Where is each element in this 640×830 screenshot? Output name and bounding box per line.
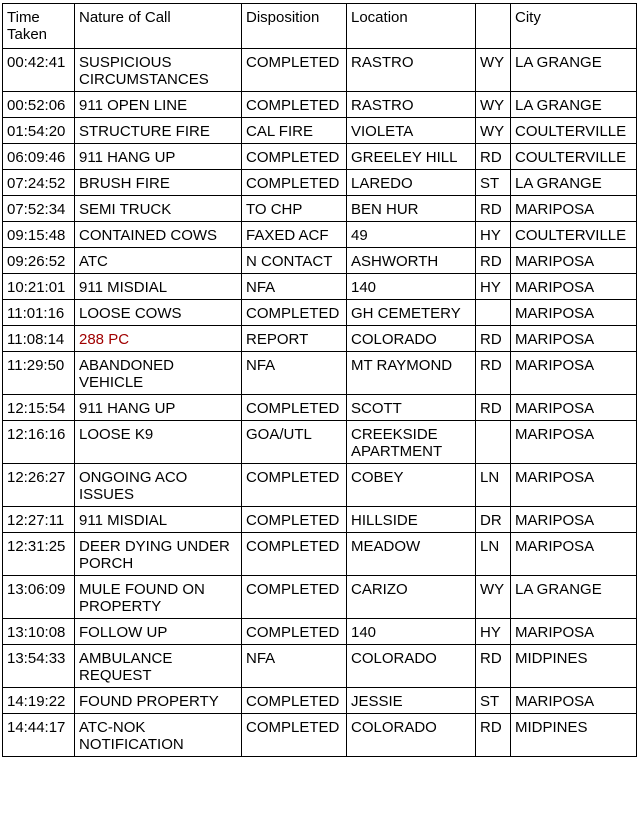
- cell-time: 09:26:52: [3, 248, 75, 274]
- cell-nature-of-call: ATC: [75, 248, 242, 274]
- call-log-table: [2, 3, 637, 757]
- cell-suffix: ST: [476, 688, 511, 714]
- cell-time: 12:31:25: [3, 533, 75, 576]
- table-row: [3, 248, 637, 274]
- cell-nature-of-call: MULE FOUND ON PROPERTY: [75, 576, 242, 619]
- header-time-taken: Time Taken: [3, 4, 75, 49]
- cell-suffix: [476, 300, 511, 326]
- cell-time: 14:44:17: [3, 714, 75, 757]
- cell-city: MARIPOSA: [511, 507, 637, 533]
- table-row: [3, 395, 637, 421]
- header-nature-of-call: Nature of Call: [75, 4, 242, 49]
- cell-city: COULTERVILLE: [511, 144, 637, 170]
- cell-suffix: DR: [476, 507, 511, 533]
- cell-location: 140: [347, 619, 476, 645]
- cell-city: MARIPOSA: [511, 248, 637, 274]
- cell-suffix: RD: [476, 248, 511, 274]
- cell-suffix: RD: [476, 714, 511, 757]
- cell-nature-of-call: CONTAINED COWS: [75, 222, 242, 248]
- cell-suffix: LN: [476, 533, 511, 576]
- cell-time: 06:09:46: [3, 144, 75, 170]
- cell-disposition: GOA/UTL: [242, 421, 347, 464]
- cell-time: 12:15:54: [3, 395, 75, 421]
- cell-disposition: NFA: [242, 645, 347, 688]
- cell-time: 13:10:08: [3, 619, 75, 645]
- table-row: [3, 352, 637, 395]
- table-row: [3, 92, 637, 118]
- table-row: [3, 300, 637, 326]
- cell-suffix: RD: [476, 395, 511, 421]
- cell-time: 09:15:48: [3, 222, 75, 248]
- table-row: [3, 464, 637, 507]
- cell-suffix: RD: [476, 645, 511, 688]
- cell-city: LA GRANGE: [511, 576, 637, 619]
- cell-suffix: WY: [476, 118, 511, 144]
- cell-suffix: LN: [476, 464, 511, 507]
- cell-disposition: N CONTACT: [242, 248, 347, 274]
- cell-suffix: RD: [476, 352, 511, 395]
- cell-nature-of-call: 911 OPEN LINE: [75, 92, 242, 118]
- cell-disposition: COMPLETED: [242, 144, 347, 170]
- cell-time: 12:27:11: [3, 507, 75, 533]
- cell-disposition: COMPLETED: [242, 688, 347, 714]
- table-row: [3, 576, 637, 619]
- cell-location: MEADOW: [347, 533, 476, 576]
- cell-disposition: COMPLETED: [242, 714, 347, 757]
- cell-city: COULTERVILLE: [511, 222, 637, 248]
- cell-disposition: COMPLETED: [242, 92, 347, 118]
- cell-time: 07:24:52: [3, 170, 75, 196]
- cell-location: LAREDO: [347, 170, 476, 196]
- table-row: [3, 118, 637, 144]
- header-location: Location: [347, 4, 476, 49]
- cell-suffix: RD: [476, 326, 511, 352]
- cell-nature-of-call: FOLLOW UP: [75, 619, 242, 645]
- cell-location: 49: [347, 222, 476, 248]
- header-city: City: [511, 4, 637, 49]
- cell-location: CARIZO: [347, 576, 476, 619]
- cell-city: MARIPOSA: [511, 395, 637, 421]
- cell-city: LA GRANGE: [511, 49, 637, 92]
- cell-suffix: WY: [476, 49, 511, 92]
- cell-location: COLORADO: [347, 645, 476, 688]
- cell-disposition: COMPLETED: [242, 464, 347, 507]
- cell-nature-of-call: FOUND PROPERTY: [75, 688, 242, 714]
- cell-location: JESSIE: [347, 688, 476, 714]
- cell-suffix: RD: [476, 144, 511, 170]
- cell-location: GREELEY HILL: [347, 144, 476, 170]
- cell-disposition: NFA: [242, 352, 347, 395]
- cell-city: MARIPOSA: [511, 196, 637, 222]
- cell-location: RASTRO: [347, 49, 476, 92]
- cell-suffix: ST: [476, 170, 511, 196]
- table-row: [3, 222, 637, 248]
- cell-suffix: HY: [476, 274, 511, 300]
- cell-time: 12:16:16: [3, 421, 75, 464]
- cell-nature-of-call: 911 MISDIAL: [75, 274, 242, 300]
- table-row: [3, 49, 637, 92]
- cell-suffix: [476, 421, 511, 464]
- cell-nature-of-call: 911 HANG UP: [75, 395, 242, 421]
- table-row: [3, 619, 637, 645]
- cell-city: LA GRANGE: [511, 92, 637, 118]
- cell-disposition: COMPLETED: [242, 619, 347, 645]
- cell-time: 10:21:01: [3, 274, 75, 300]
- table-row: [3, 170, 637, 196]
- cell-time: 07:52:34: [3, 196, 75, 222]
- cell-nature-of-call: ABANDONED VEHICLE: [75, 352, 242, 395]
- cell-time: 00:42:41: [3, 49, 75, 92]
- cell-nature-of-call: 911 MISDIAL: [75, 507, 242, 533]
- cell-location: GH CEMETERY: [347, 300, 476, 326]
- table-row: [3, 144, 637, 170]
- cell-disposition: COMPLETED: [242, 49, 347, 92]
- cell-disposition: REPORT: [242, 326, 347, 352]
- cell-location: RASTRO: [347, 92, 476, 118]
- cell-city: MARIPOSA: [511, 533, 637, 576]
- cell-location: MT RAYMOND: [347, 352, 476, 395]
- cell-disposition: COMPLETED: [242, 300, 347, 326]
- cell-location: VIOLETA: [347, 118, 476, 144]
- cell-disposition: COMPLETED: [242, 170, 347, 196]
- header-suffix: [476, 4, 511, 49]
- cell-suffix: HY: [476, 619, 511, 645]
- cell-disposition: TO CHP: [242, 196, 347, 222]
- cell-nature-of-call: AMBULANCE REQUEST: [75, 645, 242, 688]
- cell-city: MIDPINES: [511, 645, 637, 688]
- cell-suffix: WY: [476, 576, 511, 619]
- table-row: [3, 274, 637, 300]
- cell-location: COLORADO: [347, 326, 476, 352]
- cell-nature-of-call: 911 HANG UP: [75, 144, 242, 170]
- cell-location: CREEKSIDE APARTMENT: [347, 421, 476, 464]
- cell-location: SCOTT: [347, 395, 476, 421]
- cell-city: COULTERVILLE: [511, 118, 637, 144]
- table-row: [3, 533, 637, 576]
- cell-disposition: FAXED ACF: [242, 222, 347, 248]
- cell-disposition: COMPLETED: [242, 576, 347, 619]
- cell-city: MARIPOSA: [511, 464, 637, 507]
- cell-time: 11:29:50: [3, 352, 75, 395]
- table-row: [3, 326, 637, 352]
- cell-time: 12:26:27: [3, 464, 75, 507]
- cell-time: 00:52:06: [3, 92, 75, 118]
- table-row: [3, 507, 637, 533]
- cell-city: MIDPINES: [511, 714, 637, 757]
- header-row: [3, 4, 637, 49]
- cell-city: MARIPOSA: [511, 352, 637, 395]
- cell-nature-of-call: SEMI TRUCK: [75, 196, 242, 222]
- table-row: [3, 688, 637, 714]
- cell-nature-of-call: 288 PC: [75, 326, 242, 352]
- cell-city: MARIPOSA: [511, 326, 637, 352]
- table-row: [3, 645, 637, 688]
- cell-nature-of-call: STRUCTURE FIRE: [75, 118, 242, 144]
- cell-disposition: CAL FIRE: [242, 118, 347, 144]
- header-disposition: Disposition: [242, 4, 347, 49]
- cell-city: MARIPOSA: [511, 619, 637, 645]
- cell-location: COLORADO: [347, 714, 476, 757]
- cell-nature-of-call: DEER DYING UNDER PORCH: [75, 533, 242, 576]
- cell-time: 11:01:16: [3, 300, 75, 326]
- cell-time: 11:08:14: [3, 326, 75, 352]
- cell-nature-of-call: ONGOING ACO ISSUES: [75, 464, 242, 507]
- cell-suffix: HY: [476, 222, 511, 248]
- cell-nature-of-call: LOOSE COWS: [75, 300, 242, 326]
- table-row: [3, 714, 637, 757]
- cell-time: 13:06:09: [3, 576, 75, 619]
- cell-disposition: COMPLETED: [242, 395, 347, 421]
- cell-location: COBEY: [347, 464, 476, 507]
- cell-time: 01:54:20: [3, 118, 75, 144]
- cell-location: HILLSIDE: [347, 507, 476, 533]
- cell-suffix: RD: [476, 196, 511, 222]
- cell-city: MARIPOSA: [511, 421, 637, 464]
- cell-city: MARIPOSA: [511, 300, 637, 326]
- cell-disposition: NFA: [242, 274, 347, 300]
- cell-time: 14:19:22: [3, 688, 75, 714]
- cell-nature-of-call: ATC-NOK NOTIFICATION: [75, 714, 242, 757]
- cell-disposition: COMPLETED: [242, 533, 347, 576]
- cell-disposition: COMPLETED: [242, 507, 347, 533]
- cell-city: MARIPOSA: [511, 688, 637, 714]
- cell-location: BEN HUR: [347, 196, 476, 222]
- cell-nature-of-call: BRUSH FIRE: [75, 170, 242, 196]
- table-row: [3, 196, 637, 222]
- cell-nature-of-call: SUSPICIOUS CIRCUMSTANCES: [75, 49, 242, 92]
- cell-suffix: WY: [476, 92, 511, 118]
- cell-city: MARIPOSA: [511, 274, 637, 300]
- cell-location: 140: [347, 274, 476, 300]
- cell-location: ASHWORTH: [347, 248, 476, 274]
- call-log-body: [3, 49, 637, 757]
- cell-nature-of-call: LOOSE K9: [75, 421, 242, 464]
- cell-time: 13:54:33: [3, 645, 75, 688]
- table-row: [3, 421, 637, 464]
- cell-city: LA GRANGE: [511, 170, 637, 196]
